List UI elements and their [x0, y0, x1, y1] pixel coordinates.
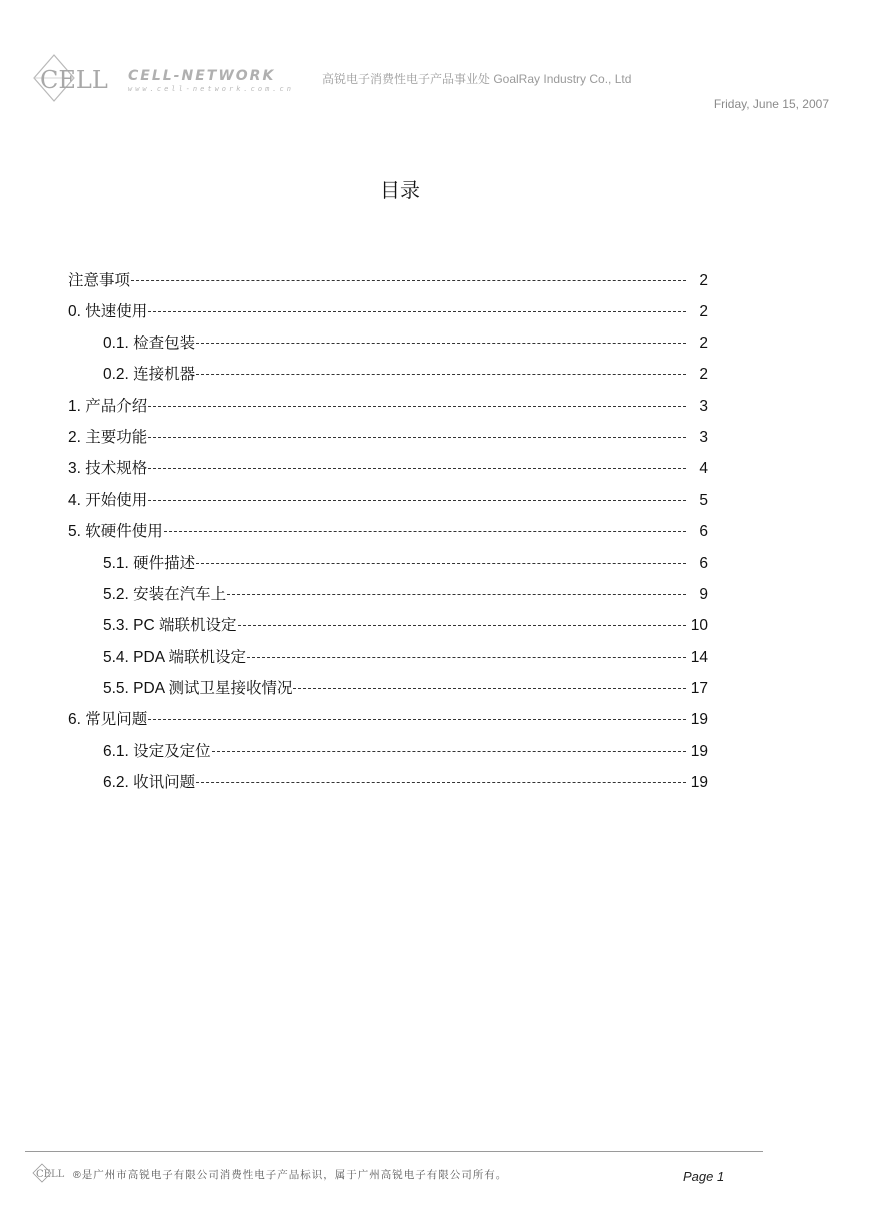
toc-entry[interactable]: [68, 582, 708, 613]
toc-entry-page: 14: [690, 648, 708, 666]
toc-entry-page: 6: [699, 523, 708, 541]
toc-entry[interactable]: [68, 551, 708, 582]
toc-entry-page: 2: [699, 272, 708, 289]
toc-entry[interactable]: [68, 770, 708, 801]
toc-entry-label: 2. 主要功能: [68, 428, 148, 446]
document-date: Friday, June 15, 2007: [713, 97, 829, 111]
toc-leader: [164, 530, 686, 532]
toc-entry[interactable]: [68, 331, 708, 362]
toc-leader: [148, 436, 686, 438]
toc-leader: [196, 373, 686, 375]
toc-entry-label: 5.3. PC 端联机设定: [103, 617, 237, 635]
toc-entry-page: 3: [699, 397, 708, 415]
toc-entry-label: 5. 软硬件使用: [68, 523, 163, 541]
cell-logo-icon: [30, 52, 122, 104]
toc-leader: [227, 593, 686, 595]
toc-entry[interactable]: [68, 425, 708, 456]
toc-entry-label: 5.1. 硬件描述: [103, 554, 196, 572]
page-footer: [32, 1163, 752, 1189]
toc-entry-page: 17: [690, 680, 708, 698]
toc-leader: [148, 467, 686, 469]
toc-entry[interactable]: [68, 645, 708, 676]
toc-entry[interactable]: [68, 519, 708, 550]
toc-entry-label: 6. 常见问题: [68, 711, 148, 729]
footer-divider: [25, 1151, 763, 1152]
toc-entry[interactable]: [68, 739, 708, 770]
page-number: Page 1: [683, 1169, 725, 1184]
toc-entry-label: 6.2. 收讯问题: [103, 774, 196, 792]
brand-block: [128, 68, 294, 93]
toc-entry-label: 0.2. 连接机器: [103, 366, 196, 384]
toc-entry[interactable]: [68, 456, 708, 487]
toc-leader: [293, 687, 686, 689]
brand-name: CELL-NETWORK: [128, 68, 276, 84]
toc-entry-label: 3. 技术规格: [68, 460, 148, 478]
toc-entry-label: 5.4. PDA 端联机设定: [103, 648, 246, 666]
toc-entry[interactable]: [68, 299, 708, 330]
toc-entry[interactable]: [68, 488, 708, 519]
toc-entry-page: 4: [699, 460, 708, 478]
toc-entry[interactable]: [68, 676, 708, 707]
toc-entry[interactable]: [68, 268, 708, 299]
toc-entry-label: 5.2. 安装在汽车上: [103, 585, 227, 603]
table-of-contents: [68, 268, 708, 802]
toc-leader: [196, 781, 686, 783]
toc-entry[interactable]: [68, 613, 708, 644]
toc-leader: [196, 562, 686, 564]
page-header: [30, 52, 770, 122]
toc-entry-page: 2: [699, 303, 708, 321]
company-name: 高锐电子消费性电子产品事业处 GoalRay Industry Co., Ltd: [322, 72, 632, 86]
page-title: 目录: [380, 178, 420, 202]
toc-leader: [148, 718, 686, 720]
toc-leader: [212, 750, 686, 752]
svg-text:CELL: CELL: [40, 66, 108, 94]
toc-leader: [238, 624, 687, 626]
toc-leader: [196, 342, 686, 344]
toc-entry-label: 4. 开始使用: [68, 491, 148, 509]
toc-entry-label: 5.5. PDA 测试卫星接收情况: [103, 680, 293, 698]
toc-entry[interactable]: [68, 362, 708, 393]
toc-entry-page: 9: [699, 585, 708, 603]
toc-entry-page: 3: [699, 428, 708, 446]
toc-entry[interactable]: [68, 394, 708, 425]
toc-entry-page: 19: [690, 711, 708, 729]
toc-entry-page: 2: [699, 366, 708, 384]
toc-leader: [148, 405, 686, 407]
toc-entry[interactable]: [68, 707, 708, 738]
footer-text: ®是广州市高锐电子有限公司消费性电子产品标识，属于广州高锐电子有限公司所有。: [73, 1169, 508, 1181]
toc-leader: [148, 310, 686, 312]
toc-entry-page: 10: [690, 617, 708, 635]
svg-text:CELL: CELL: [36, 1169, 65, 1180]
toc-entry-page: 5: [699, 491, 708, 509]
toc-entry-page: 19: [690, 742, 708, 760]
toc-entry-label: 6.1. 设定及定位: [103, 742, 211, 760]
toc-entry-label: 1. 产品介绍: [68, 397, 148, 415]
toc-leader: [131, 279, 686, 281]
toc-entry-page: 2: [699, 334, 708, 352]
toc-entry-label: 0. 快速使用: [68, 303, 148, 321]
toc-entry-page: 19: [690, 774, 708, 792]
toc-leader: [148, 499, 686, 501]
toc-entry-label: 注意事项: [68, 272, 131, 289]
toc-leader: [247, 656, 686, 658]
toc-entry-label: 0.1. 检查包装: [103, 334, 196, 352]
footer-logo-icon: [32, 1163, 70, 1183]
toc-entry-page: 6: [699, 554, 708, 572]
brand-url: www.cell-network.com.cn: [128, 85, 294, 93]
